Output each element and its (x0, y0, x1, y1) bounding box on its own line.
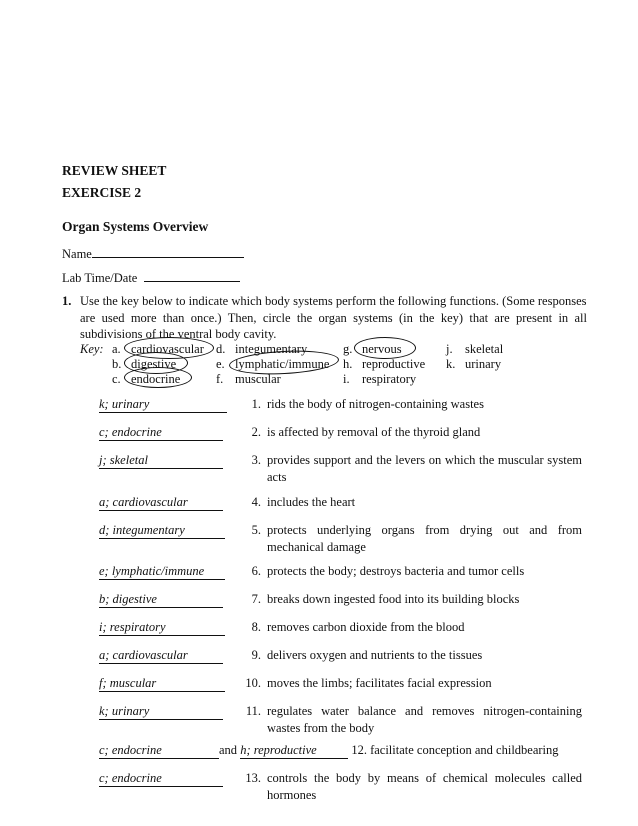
key-name-nervous: nervous (362, 342, 402, 356)
answer-row (99, 452, 223, 469)
item-number: 9. (251, 648, 261, 662)
question-line-3: subdivisions of the ventral body cavity. (80, 327, 277, 341)
answer-3[interactable]: j; skeletal (99, 453, 223, 469)
item-description: controls the body by means of chemical molecules called hormones (267, 771, 582, 802)
item-number: 2. (251, 425, 261, 439)
item-description: breaks down ingested food into its building blocks (267, 592, 520, 606)
review-sheet-heading: REVIEW SHEET (62, 163, 167, 178)
answer-row (99, 424, 223, 441)
answer-5[interactable]: d; integumentary (99, 523, 225, 539)
item-description: removes carbon dioxide from the blood (267, 620, 465, 634)
question-line-1: Use the key below to indicate which body systems perform the following functions. (Some responses (80, 294, 587, 308)
key-name-urinary: urinary (465, 357, 502, 371)
answer-row (99, 647, 223, 664)
key-name-endocrine: endocrine (131, 372, 181, 386)
section-title: Organ Systems Overview (62, 219, 209, 234)
key-item-a: a. (112, 342, 121, 356)
key-item-i: i. (343, 372, 350, 386)
answer-joiner: and (219, 743, 238, 757)
key-name-muscular: muscular (235, 372, 281, 386)
key-item-g: g. (343, 342, 353, 356)
key-name-integumentary: integumentary (235, 342, 308, 356)
item-number: 1. (251, 397, 261, 411)
item-number: 13. (245, 771, 261, 785)
item-number: 10. (245, 676, 261, 690)
item-description: is affected by removal of the thyroid gland (267, 425, 481, 439)
item-number: 12. (351, 743, 367, 757)
answer-2[interactable]: c; endocrine (99, 425, 223, 441)
key-item-f: f. (216, 372, 224, 386)
item-description: includes the heart (267, 495, 356, 509)
answer-row (99, 770, 223, 787)
answer-13[interactable]: c; endocrine (99, 771, 223, 787)
answer-10[interactable]: f; muscular (99, 676, 225, 692)
answer-12a[interactable]: c; endocrine (99, 743, 219, 759)
key-item-j: j. (446, 342, 453, 356)
item-description: protects the body; destroys bacteria and tumor cells (267, 564, 525, 578)
key-item-h: h. (343, 357, 353, 371)
item-number: 8. (251, 620, 261, 634)
item-number: 4. (251, 495, 261, 509)
key-item-d: d. (216, 342, 226, 356)
key-name-respiratory: respiratory (362, 372, 417, 386)
item-description: moves the limbs; facilitates facial expression (267, 676, 492, 690)
answer-row (99, 591, 223, 608)
answer-row (99, 742, 559, 759)
question-line-2: are used more than once.) Then, circle the organ systems (in the key) that are present in all (80, 310, 587, 325)
name-field (62, 244, 244, 263)
answer-row (99, 675, 225, 692)
answer-8[interactable]: i; respiratory (99, 620, 225, 636)
answer-11[interactable]: k; urinary (99, 704, 223, 720)
answer-row (99, 619, 225, 636)
item-description: delivers oxygen and nutrients to the tissues (267, 648, 483, 662)
item-number: 7. (251, 592, 261, 606)
item-description: rids the body of nitrogen-containing wastes (267, 397, 484, 411)
name-blank (92, 244, 244, 258)
item-number: 5. (251, 523, 261, 537)
key-item-e: e. (216, 357, 225, 371)
answer-row (99, 703, 223, 720)
key-name-reproductive: reproductive (362, 357, 426, 371)
exercise-heading: EXERCISE 2 (62, 185, 142, 200)
key-label: Key: (80, 342, 104, 356)
item-description: protects underlying organs from drying out and from mechanical damage (267, 523, 582, 554)
item-description: provides support and the levers on which the muscular system acts (267, 453, 582, 484)
answer-7[interactable]: b; digestive (99, 592, 223, 608)
item-number: 11. (245, 704, 261, 718)
answer-6[interactable]: e; lymphatic/immune (99, 564, 225, 580)
lab-time-field (62, 268, 240, 287)
question-text (80, 293, 587, 343)
key-name-skeletal: skeletal (465, 342, 504, 356)
answer-row (99, 396, 227, 413)
item-description: facilitate conception and childbearing (370, 743, 559, 757)
key-item-b: b. (112, 357, 122, 371)
answer-1[interactable]: k; urinary (99, 397, 227, 413)
key-name-cardiovascular: cardiovascular (131, 342, 204, 356)
key-name-lymphatic: lymphatic/immune (235, 357, 330, 371)
circle-nervous (354, 337, 416, 359)
item-number: 6. (251, 564, 261, 578)
item-number: 3. (251, 453, 261, 467)
lab-time-label: Lab Time/Date (62, 271, 138, 285)
name-label: Name (62, 247, 92, 261)
answer-row (99, 522, 225, 539)
lab-time-blank (144, 268, 240, 282)
answer-12b[interactable]: h; reproductive (240, 743, 348, 759)
key-item-k: k. (446, 357, 456, 371)
answer-row (99, 494, 223, 511)
question-number: 1. (62, 294, 72, 308)
item-description: regulates water balance and removes nitrogen-containing wastes from the body (267, 704, 582, 735)
answer-9[interactable]: a; cardiovascular (99, 648, 223, 664)
key-item-c: c. (112, 372, 121, 386)
answer-4[interactable]: a; cardiovascular (99, 495, 223, 511)
key-name-digestive: digestive (131, 357, 177, 371)
circle-endocrine (124, 367, 192, 388)
answer-row (99, 563, 225, 580)
